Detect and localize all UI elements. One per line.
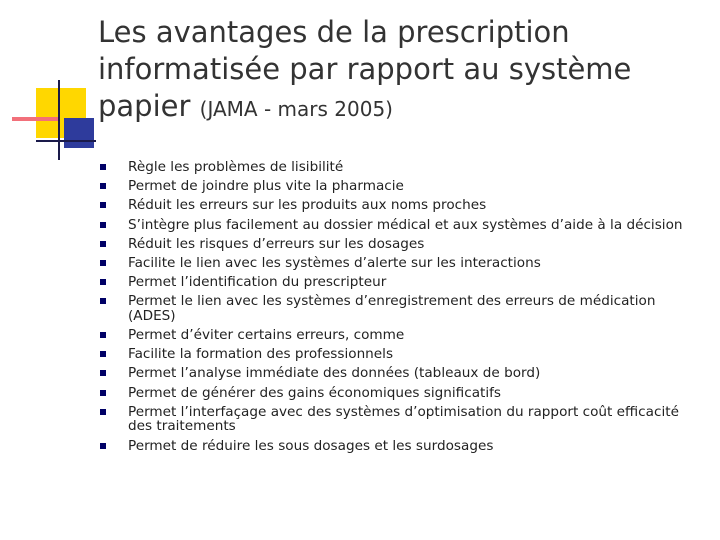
bullet-text: Permet de joindre plus vite la pharmacie [128,178,404,195]
square-bullet-icon [100,390,106,396]
square-bullet-icon [100,332,106,338]
bullet-item [100,275,700,290]
bullet-text: Permet l’analyse immédiate des données (tableaux de bord) [128,365,541,382]
bullet-item [100,405,700,434]
title-line-3-text: papier [98,89,191,123]
bullet-text: Permet l’identification du prescripteur [128,274,387,291]
decorative-blue-square [64,118,94,148]
bullet-text: Permet de générer des gains économiques significatifs [128,384,502,401]
square-bullet-icon [100,443,106,449]
square-bullet-icon [100,260,106,266]
square-bullet-icon [100,298,106,304]
square-bullet-icon [100,370,106,376]
bullet-item [100,237,700,252]
bullet-item [100,366,700,381]
bullet-text: Réduit les risques d’erreurs sur les dosages [128,235,425,252]
bullet-item [100,328,700,343]
decorative-horizontal-line [36,140,96,142]
bullet-text: Permet de réduire les sous dosages et les surdosages [128,437,494,454]
title-line-1: Les avantages de la prescription [98,15,570,49]
square-bullet-icon [100,202,106,208]
bullet-text: S’intègre plus facilement au dossier médical et aux systèmes d’aide à la décision [128,216,683,233]
bullet-item [100,160,700,175]
bullet-text: Facilite le lien avec les systèmes d’alerte sur les interactions [128,254,541,271]
bullet-text: Permet d’éviter certains erreurs, comme [128,327,405,344]
square-bullet-icon [100,241,106,247]
bullet-text: Permet le lien avec les systèmes d’enregistrement des erreurs de médication (ADES) [128,293,656,324]
square-bullet-icon [100,164,106,170]
decorative-vertical-line [58,80,60,160]
bullet-item [100,439,700,454]
bullet-item [100,256,700,271]
slide-title [98,14,698,128]
square-bullet-icon [100,351,106,357]
bullet-item [100,294,700,323]
title-line-3 [98,88,698,128]
square-bullet-icon [100,183,106,189]
bullet-item [100,198,700,213]
square-bullet-icon [100,222,106,228]
decorative-red-bar [12,117,58,121]
title-line-2: informatisée par rapport au système [98,52,632,86]
bullet-text: Facilite la formation des professionnels [128,346,394,363]
bullet-item [100,386,700,401]
bullet-text: Réduit les erreurs sur les produits aux noms proches [128,197,487,214]
bullet-item [100,347,700,362]
bullet-text: Permet l’interfaçage avec des systèmes d’optimisation du rapport coût efficacité des traitements [128,403,679,435]
square-bullet-icon [100,409,106,415]
square-bullet-icon [100,279,106,285]
bullet-item [100,218,700,233]
bullet-item [100,179,700,194]
bullet-list [100,160,700,458]
bullet-text: Règle les problèmes de lisibilité [128,159,344,175]
title-source: (JAMA - mars 2005) [199,97,393,121]
